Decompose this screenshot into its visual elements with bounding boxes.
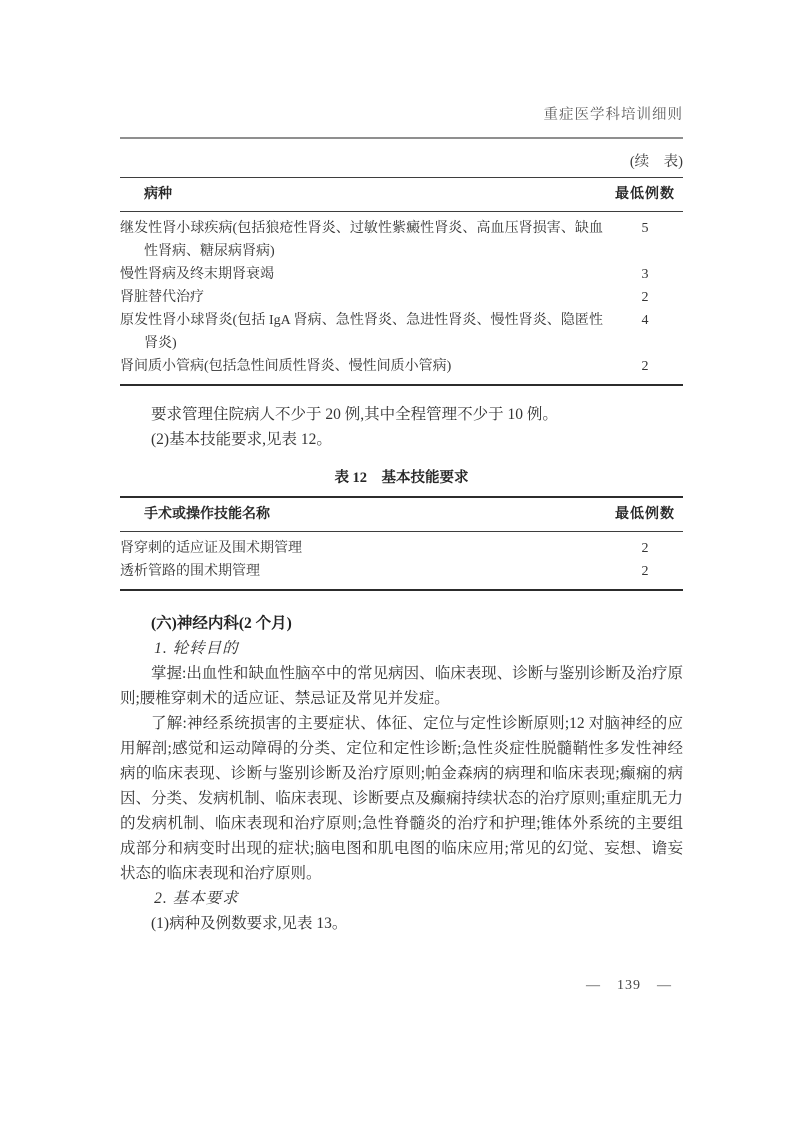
- paragraph-case-requirement: (1)病种及例数要求,见表 13。: [151, 915, 348, 932]
- table-row: [120, 560, 683, 583]
- column-header-skill: 手术或操作技能名称: [144, 507, 270, 522]
- continued-table-label: (续 表): [629, 154, 683, 170]
- table-header-row: [120, 498, 683, 532]
- paragraph-master: 掌握:出血性和缺血性脑卒中的常见病因、临床表现、诊断与鉴别诊断及治疗原则;腰椎穿刺术的适应证、禁忌证及常见并发症。: [120, 665, 683, 707]
- section-heading: (六)神经内科(2 个月): [151, 615, 292, 632]
- paragraph-skills-note: (2)基本技能要求,见表 12。: [151, 431, 332, 448]
- column-header-min-cases: 最低例数: [615, 507, 675, 522]
- row-disease-text: 继发性肾小球疾病(包括狼疮性肾炎、过敏性紫癜性肾炎、高血压肾损害、缺血性肾病、糖尿病肾病): [120, 221, 603, 259]
- header-rule: [120, 137, 683, 139]
- page-content: [120, 0, 683, 936]
- page-number: — 139 —: [586, 978, 672, 993]
- table12-caption: 表 12 基本技能要求: [334, 470, 469, 486]
- column-header-disease: 病种: [144, 187, 172, 202]
- column-header-min-cases: 最低例数: [615, 187, 675, 202]
- basic-requirements-label: 2. 基本要求: [154, 890, 239, 907]
- paragraph-understand: 了解:神经系统损害的主要症状、体征、定位与定性诊断原则;12 对脑神经的应用解剖;感觉和运动障碍的分类、定位和定性诊断;急性炎症性脱髓鞘性多发性神经病的临床表现、诊断与鉴别诊断及治疗原则;帕金森病的病理和临床表现;癫痫的病因、分类、发病机制、临床表现、诊断要点及癫痫持续状态的治疗原则;重症肌无力的发病机制、临床表现和治疗原则;急性脊髓炎的治疗和护理;锥体外系统的主要组成部分和病变时出现的症状;脑电图和肌电图的临床应用;常见的幻觉、妄想、谵妄状态的临床表现和治疗原则。: [120, 715, 683, 882]
- paragraph-admission-note: 要求管理住院病人不少于 20 例,其中全程管理不少于 10 例。: [151, 406, 558, 423]
- row-min-cases-value: 5: [641, 221, 649, 236]
- row-min-cases-value: 2: [641, 359, 649, 374]
- table-body: [120, 532, 683, 589]
- table-row: [120, 286, 683, 309]
- continued-disease-table: [120, 177, 683, 386]
- row-min-cases-value: 4: [641, 313, 649, 328]
- row-disease-text: 慢性肾病及终末期肾衰竭: [120, 267, 274, 282]
- row-min-cases-value: 2: [641, 564, 649, 579]
- table-header-row: [120, 178, 683, 212]
- table-row: [120, 309, 683, 355]
- note-paragraphs: [120, 402, 683, 452]
- table-row: [120, 263, 683, 286]
- running-header-title: 重症医学科培训细则: [543, 107, 683, 123]
- row-skill-text: 肾穿刺的适应证及围术期管理: [120, 541, 302, 556]
- row-disease-text: 原发性肾小球肾炎(包括 IgA 肾病、急性肾炎、急进性肾炎、慢性肾炎、隐匿性肾炎): [120, 313, 603, 351]
- table-row: [120, 537, 683, 560]
- table-body: [120, 212, 683, 384]
- row-min-cases-value: 2: [641, 290, 649, 305]
- rotation-purpose-label: 1. 轮转目的: [154, 640, 239, 657]
- table-row: [120, 355, 683, 378]
- row-min-cases-value: 2: [641, 541, 649, 556]
- table-row: [120, 217, 683, 263]
- row-disease-text: 肾脏替代治疗: [120, 290, 204, 305]
- row-skill-text: 透析管路的围术期管理: [120, 564, 260, 579]
- running-header: [120, 106, 683, 124]
- row-min-cases-value: 3: [641, 267, 649, 282]
- basic-skills-table: [120, 496, 683, 591]
- row-disease-text: 肾间质小管病(包括急性间质性肾炎、慢性间质小管病): [120, 359, 452, 374]
- section-neurology: [120, 612, 683, 936]
